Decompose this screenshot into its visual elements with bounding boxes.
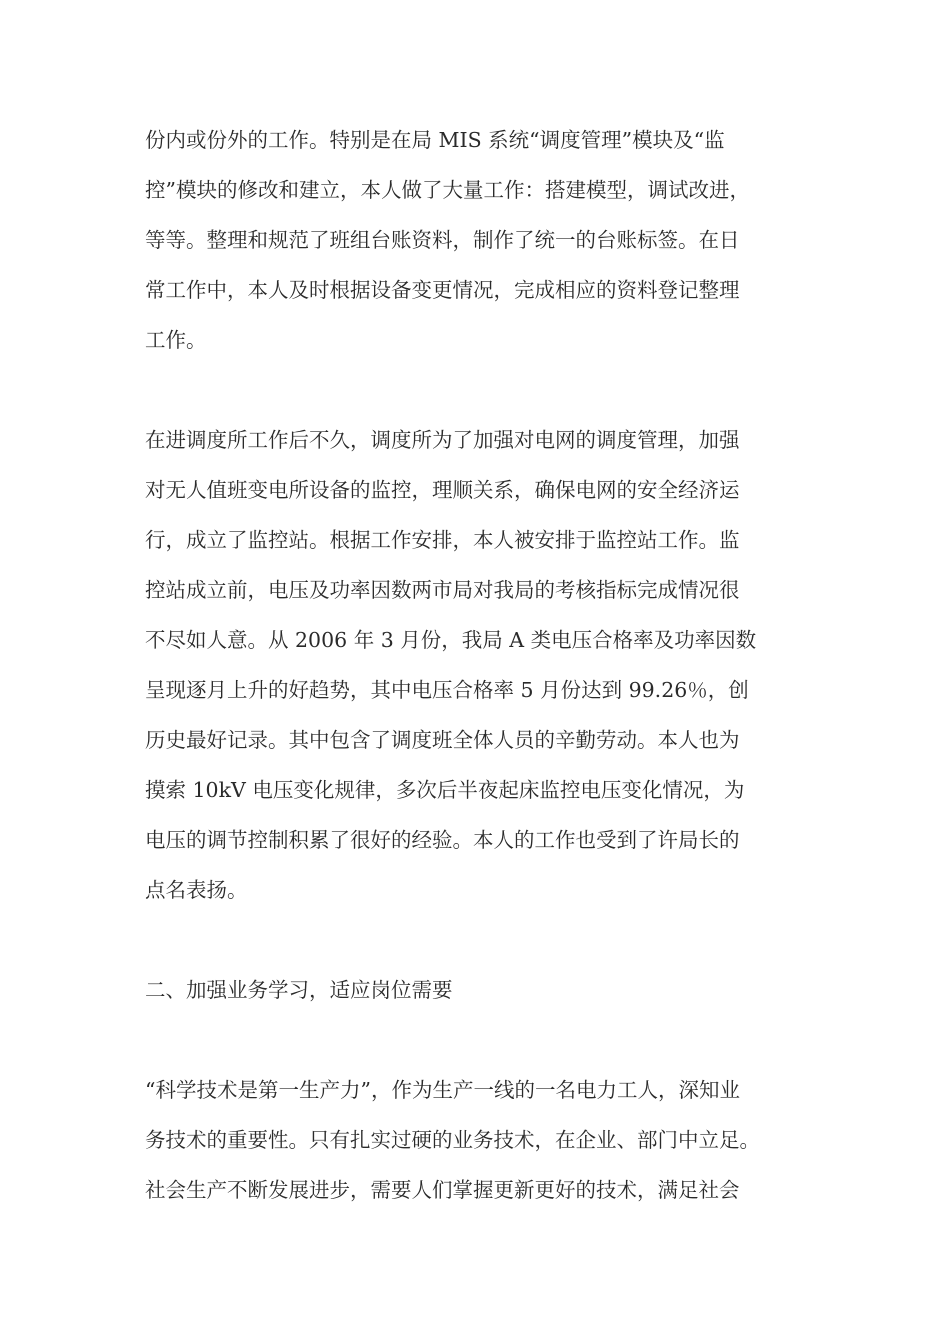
text-line: 电压的调节控制积累了很好的经验。本人的工作也受到了许局长的 bbox=[145, 828, 740, 852]
section-heading-text: 二、加强业务学习，适应岗位需要 bbox=[145, 978, 453, 1002]
text-line: 份内或份外的工作。特别是在局 MIS 系统“调度管理”模块及“监 bbox=[145, 128, 725, 152]
text-line: 控”模块的修改和建立，本人做了大量工作：搭建模型，调试改进， bbox=[145, 178, 750, 202]
text-line: 社会生产不断发展进步，需要人们掌握更新更好的技术，满足社会 bbox=[145, 1178, 740, 1202]
text-line: 摸索 10kV 电压变化规律，多次后半夜起床监控电压变化情况，为 bbox=[145, 778, 745, 802]
text-line: 历史最好记录。其中包含了调度班全体人员的辛勤劳动。本人也为 bbox=[145, 728, 740, 752]
text-line: 对无人值班变电所设备的监控，理顺关系，确保电网的安全经济运 bbox=[145, 478, 740, 502]
text-line: 常工作中，本人及时根据设备变更情况，完成相应的资料登记整理 bbox=[145, 278, 740, 302]
text-line: 呈现逐月上升的好趋势，其中电压合格率 5 月份达到 99.26％，创 bbox=[145, 678, 749, 702]
section-heading bbox=[145, 965, 825, 1015]
text-line: 点名表扬。 bbox=[145, 878, 248, 902]
text-line: 等等。整理和规范了班组台账资料，制作了统一的台账标签。在日 bbox=[145, 228, 740, 252]
text-line: “科学技术是第一生产力”，作为生产一线的一名电力工人，深知业 bbox=[145, 1078, 740, 1102]
text-line: 不尽如人意。从 2006 年 3 月份，我局 A 类电压合格率及功率因数 bbox=[145, 628, 757, 652]
text-line: 行，成立了监控站。根据工作安排，本人被安排于监控站工作。监 bbox=[145, 528, 740, 552]
text-line: 工作。 bbox=[145, 328, 207, 352]
text-line: 控站成立前，电压及功率因数两市局对我局的考核指标完成情况很 bbox=[145, 578, 740, 602]
text-line: 务技术的重要性。只有扎实过硬的业务技术，在企业、部门中立足。 bbox=[145, 1128, 760, 1152]
paragraph-work-duties bbox=[145, 115, 825, 365]
paragraph-monitoring-station bbox=[145, 415, 825, 915]
paragraph-technical-learning bbox=[145, 1065, 825, 1215]
text-line: 在进调度所工作后不久，调度所为了加强对电网的调度管理，加强 bbox=[145, 428, 740, 452]
